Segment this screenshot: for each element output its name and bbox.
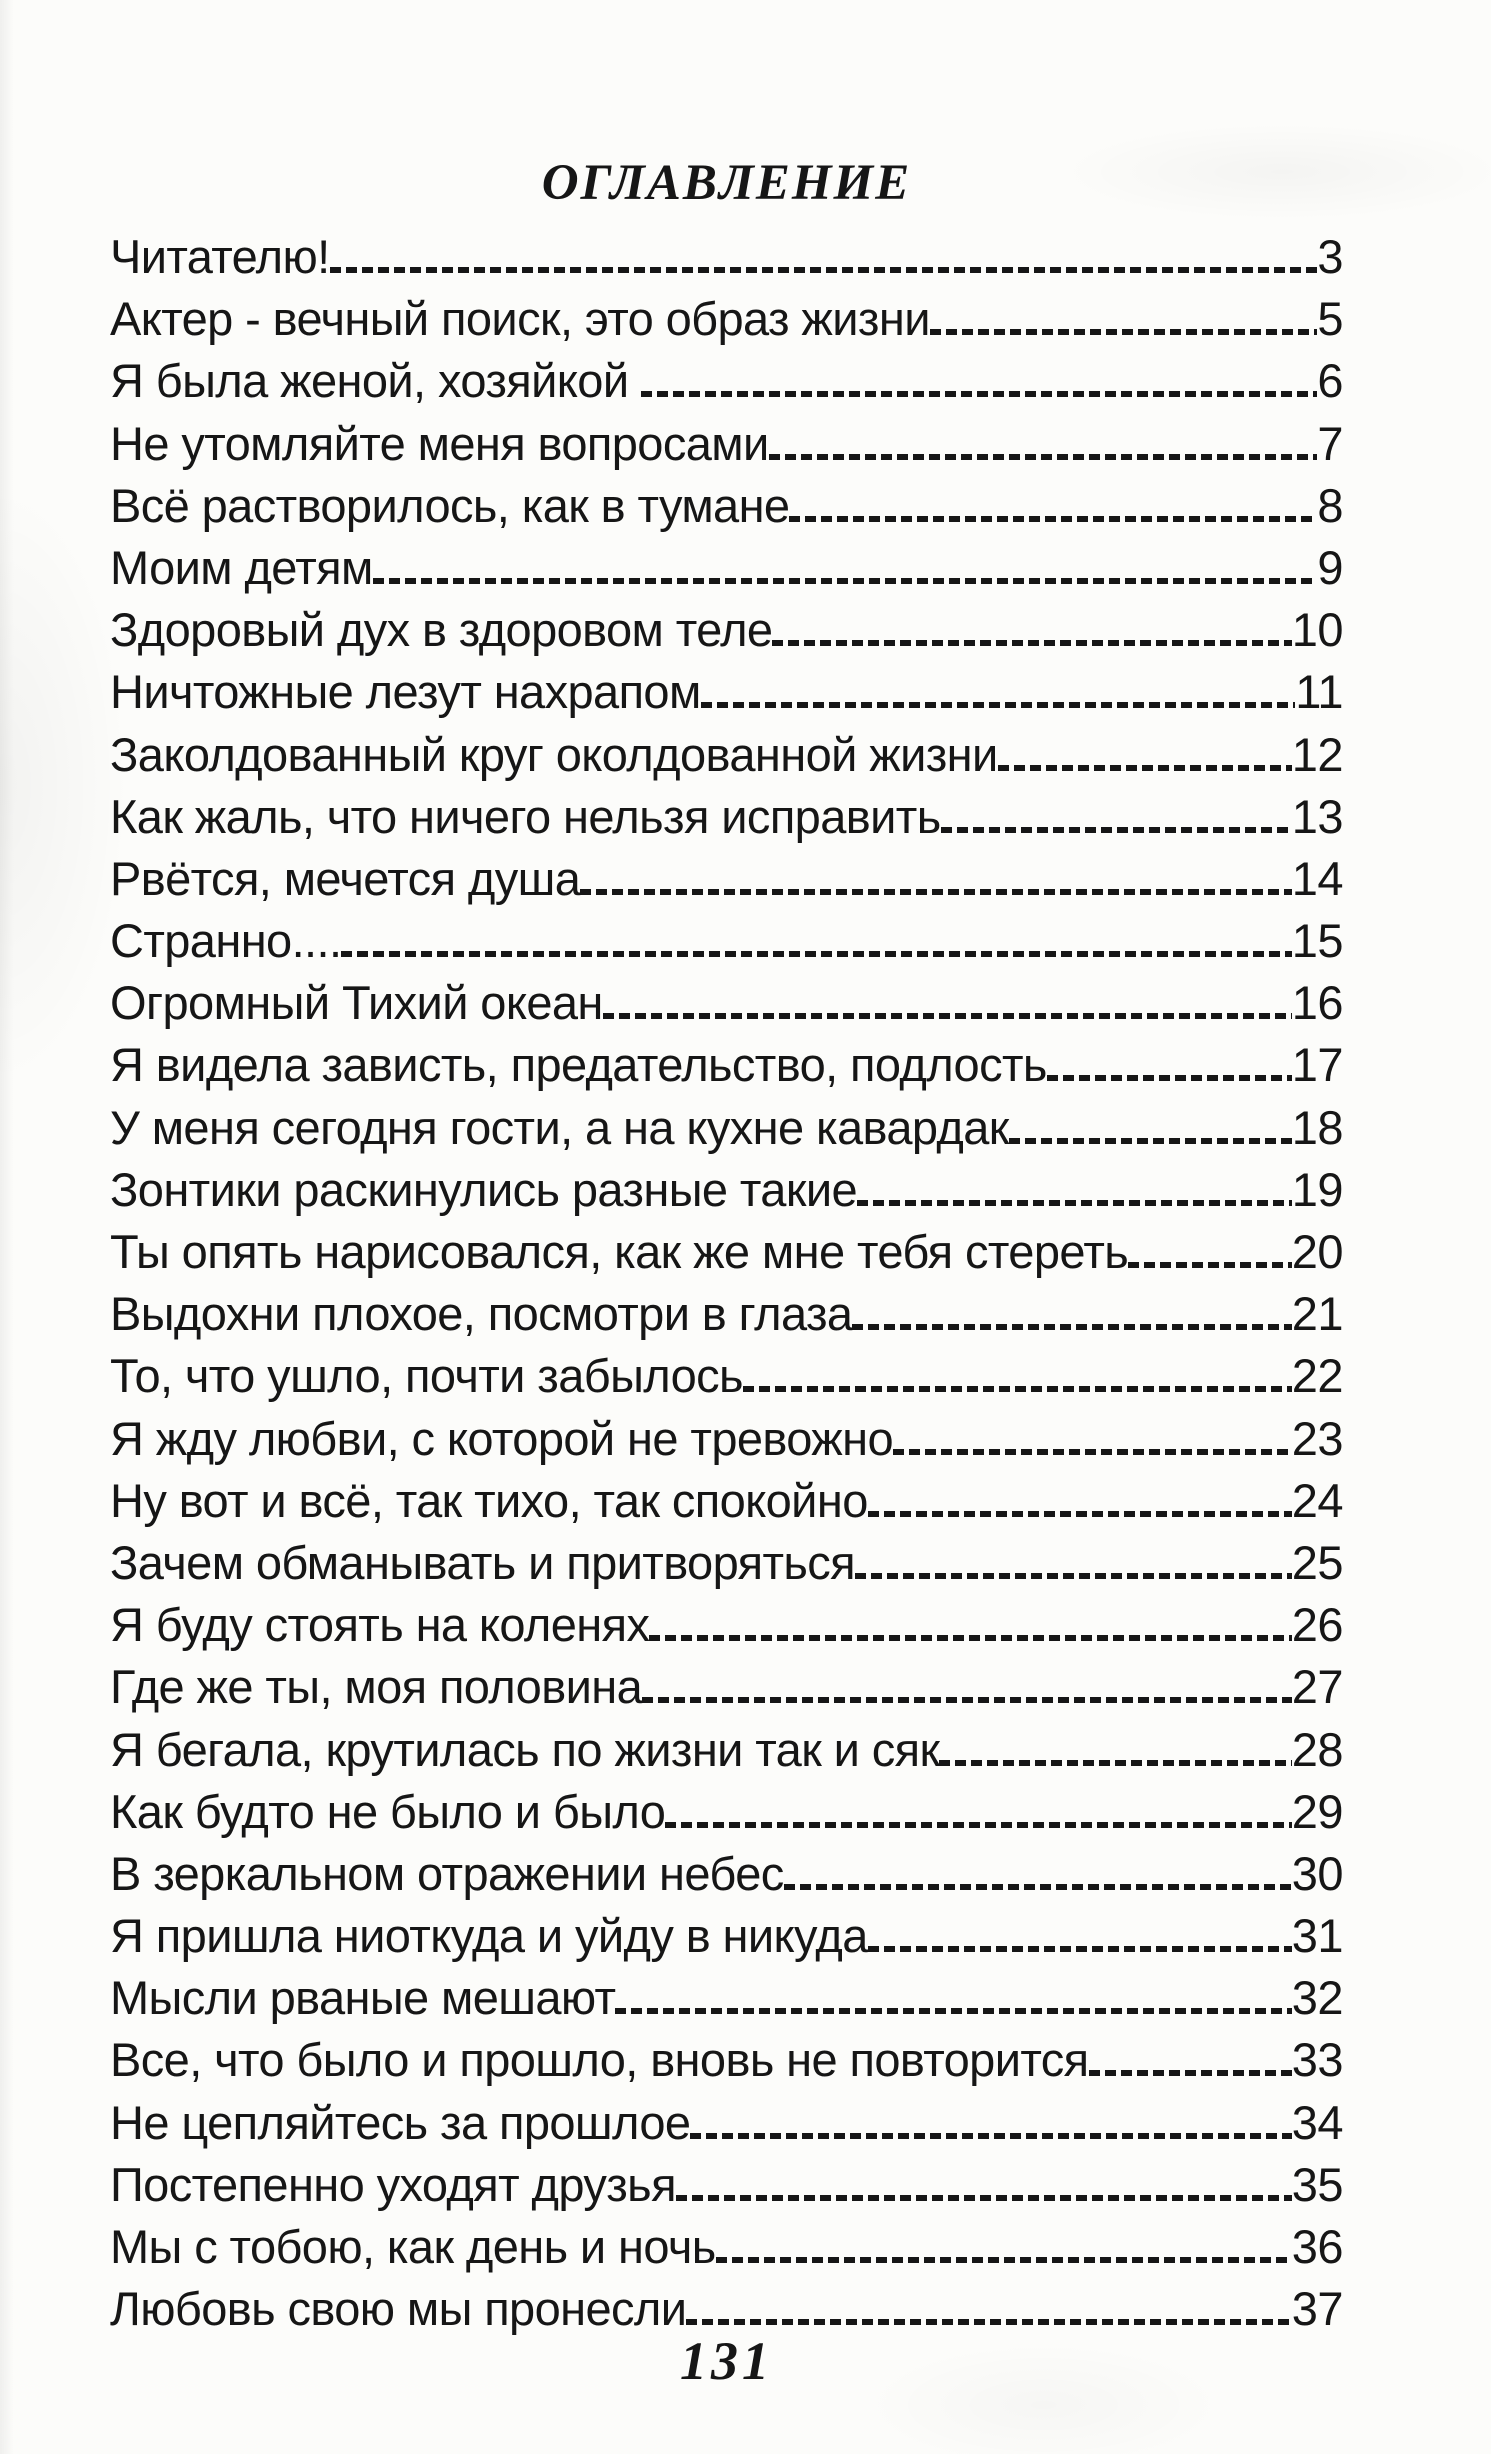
toc-entry-page: 13 xyxy=(1291,789,1343,843)
toc-leader-dashes xyxy=(1009,1138,1292,1144)
toc-entry-page: 31 xyxy=(1291,1909,1343,1963)
toc-entry-title: Мы с тобою, как день и ночь xyxy=(110,2220,716,2273)
toc-leader-dashes xyxy=(868,1511,1292,1517)
toc-entry-title: Зонтики раскинулись разные такие xyxy=(110,1162,858,1216)
toc-entry-title: Я жду любви, с которой не тревожно xyxy=(110,1411,893,1465)
toc-entry-title: Ну вот и всё, так тихо, так спокойно xyxy=(110,1473,868,1527)
toc-leader-dashes xyxy=(930,329,1317,335)
toc-row xyxy=(110,475,1343,537)
toc-leader-dashes xyxy=(855,1573,1292,1579)
toc-row xyxy=(110,1594,1343,1656)
toc-row xyxy=(110,599,1343,661)
toc-leader-dashes xyxy=(330,267,1318,273)
toc-entry-title: Я буду стоять на коленях xyxy=(110,1598,650,1652)
toc-entry-title: Любовь свою мы пронесли xyxy=(110,2282,687,2336)
toc-entry-title: Я была женой, хозяйкой xyxy=(110,354,641,408)
toc-entry-title: Не цепляйтесь за прошлое xyxy=(110,2095,691,2149)
toc-entry-page: 15 xyxy=(1291,914,1343,968)
toc-entry-title: Здоровый дух в здоровом теле xyxy=(110,603,773,657)
toc-row xyxy=(110,1843,1343,1905)
toc-row xyxy=(110,1097,1343,1159)
toc-entry-title: Как будто не было и было xyxy=(110,1784,666,1838)
toc-entry-page: 22 xyxy=(1291,1349,1343,1403)
toc-entry-title: Рвётся, мечется душа xyxy=(110,851,581,905)
toc-entry-page: 10 xyxy=(1291,603,1343,657)
toc-entry-page: 11 xyxy=(1295,665,1343,719)
toc-row xyxy=(110,1159,1343,1221)
toc-leader-dashes xyxy=(941,827,1292,833)
toc-entry-page: 33 xyxy=(1291,2033,1343,2087)
toc-entry-page: 14 xyxy=(1291,851,1343,905)
toc-row xyxy=(110,226,1343,288)
toc-entry-page: 27 xyxy=(1291,1660,1343,1714)
toc-leader-dashes xyxy=(373,578,1318,584)
toc-entry-page: 9 xyxy=(1317,540,1343,594)
toc-row xyxy=(110,786,1343,848)
toc-leader-dashes xyxy=(580,889,1291,895)
toc-entry-title: У меня сегодня гости, а на кухне кавардак xyxy=(110,1100,1009,1154)
toc-leader-dashes xyxy=(642,1697,1292,1703)
toc-entry-page: 28 xyxy=(1291,1722,1343,1776)
toc-entry-title: Всё растворилось, как в тумане xyxy=(110,478,790,532)
toc-entry-page: 12 xyxy=(1291,727,1343,781)
page-number: 131 xyxy=(680,2331,773,2391)
toc-entry-page: 34 xyxy=(1291,2095,1343,2149)
toc-row xyxy=(110,1781,1343,1843)
toc-leader-dashes xyxy=(784,1884,1292,1890)
toc-entry-page: 18 xyxy=(1291,1100,1343,1154)
page-title: ОГЛАВЛЕНИЕ xyxy=(541,155,912,211)
toc-row xyxy=(110,724,1343,786)
toc-row xyxy=(110,910,1343,972)
toc-leader-dashes xyxy=(1047,1075,1292,1081)
toc-row xyxy=(110,1283,1343,1345)
toc-row xyxy=(110,2092,1343,2154)
toc-leader-dashes xyxy=(641,391,1317,397)
toc-entry-title: Странно.... xyxy=(110,914,342,968)
toc-leader-dashes xyxy=(341,951,1291,957)
toc-entry-title: Я бегала, крутилась по жизни так и сяк xyxy=(110,1722,940,1776)
toc-leader-dashes xyxy=(769,454,1318,460)
toc-entry-title: Актер - вечный поиск, это образ жизни xyxy=(110,292,930,346)
toc-leader-dashes xyxy=(701,702,1296,708)
toc-entry-title: Выдохни плохое, посмотри в глаза xyxy=(110,1287,853,1341)
toc-entry-title: Зачем обманывать и притворяться xyxy=(110,1535,856,1589)
toc-leader-dashes xyxy=(743,1386,1292,1392)
toc-row xyxy=(110,1656,1343,1718)
toc-entry-page: 30 xyxy=(1291,1846,1343,1900)
toc-entry-title: Ты опять нарисовался, как же мне тебя стереть xyxy=(110,1225,1129,1278)
toc-leader-dashes xyxy=(939,1760,1291,1766)
toc-row xyxy=(110,350,1343,412)
toc-entry-title: Я пришла ниоткуда и уйду в никуда xyxy=(110,1909,868,1963)
toc-row xyxy=(110,848,1343,910)
toc-entry-page: 7 xyxy=(1317,416,1343,470)
toc-entry-page: 35 xyxy=(1291,2157,1343,2211)
toc-entry-title: Не утомляйте меня вопросами xyxy=(110,416,769,470)
toc-row xyxy=(110,2029,1343,2091)
toc-row xyxy=(110,1408,1343,1470)
toc-entry-page: 21 xyxy=(1291,1287,1343,1341)
toc-entry-title: Как жаль, что ничего нельзя исправить xyxy=(110,789,941,843)
toc-row xyxy=(110,1967,1343,2029)
toc-row xyxy=(110,1221,1343,1283)
toc-row xyxy=(110,1532,1343,1594)
toc-row xyxy=(110,2216,1343,2278)
toc-row xyxy=(110,1719,1343,1781)
toc-leader-dashes xyxy=(1128,1262,1292,1268)
toc-entry-page: 24 xyxy=(1291,1473,1343,1527)
toc-entry-page: 23 xyxy=(1291,1411,1343,1465)
toc-entry-title: Ничтожные лезут нахрапом xyxy=(110,665,701,719)
toc-row xyxy=(110,537,1343,599)
toc-row xyxy=(110,1470,1343,1532)
toc-entry-title: Огромный Тихий океан xyxy=(110,976,603,1030)
toc-leader-dashes xyxy=(893,1449,1292,1455)
toc-leader-dashes xyxy=(676,2195,1292,2201)
toc-leader-dashes xyxy=(649,1635,1291,1641)
toc-leader-dashes xyxy=(772,640,1291,646)
toc-entry-page: 16 xyxy=(1291,976,1343,1030)
toc-leader-dashes xyxy=(789,516,1317,522)
toc-entry-page: 17 xyxy=(1291,1038,1343,1092)
toc-entry-title: Читателю! xyxy=(110,230,330,283)
toc-row xyxy=(110,1345,1343,1407)
toc-leader-dashes xyxy=(852,1324,1291,1330)
toc-entry-page: 25 xyxy=(1291,1535,1343,1589)
toc-entry-page: 5 xyxy=(1317,292,1343,346)
toc-row xyxy=(110,2154,1343,2216)
toc-entry-title: Я видела зависть, предательство, подлость xyxy=(110,1038,1047,1092)
toc-list xyxy=(110,226,1343,2340)
toc-entry-page: 6 xyxy=(1317,354,1343,408)
toc-entry-page: 26 xyxy=(1291,1598,1343,1652)
toc-entry-page: 36 xyxy=(1291,2220,1343,2273)
toc-entry-title: В зеркальном отражении небес xyxy=(110,1846,784,1900)
toc-leader-dashes xyxy=(998,765,1292,771)
toc-row xyxy=(110,1034,1343,1096)
toc-entry-page: 29 xyxy=(1291,1784,1343,1838)
toc-entry-page: 19 xyxy=(1291,1162,1343,1216)
toc-row xyxy=(110,972,1343,1034)
toc-row xyxy=(110,413,1343,475)
toc-leader-dashes xyxy=(716,2257,1292,2263)
toc-leader-dashes xyxy=(665,1822,1291,1828)
toc-row xyxy=(110,288,1343,350)
toc-entry-title: Моим детям xyxy=(110,540,373,594)
toc-row xyxy=(110,661,1343,723)
toc-entry-title: То, что ушло, почти забылось xyxy=(110,1349,743,1403)
toc-entry-title: Все, что было и прошло, вновь не повторится xyxy=(110,2033,1089,2087)
toc-entry-title: Постепенно уходят друзья xyxy=(110,2157,676,2211)
toc-entry-page: 8 xyxy=(1317,478,1343,532)
toc-entry-page: 32 xyxy=(1291,1971,1343,2025)
toc-leader-dashes xyxy=(690,2133,1291,2139)
toc-row xyxy=(110,1905,1343,1967)
toc-leader-dashes xyxy=(857,1200,1292,1206)
toc-entry-page: 20 xyxy=(1291,1225,1343,1278)
toc-entry-title: Заколдованный круг околдованной жизни xyxy=(110,727,998,781)
toc-leader-dashes xyxy=(686,2319,1291,2325)
toc-entry-title: Где же ты, моя половина xyxy=(110,1660,643,1714)
toc-entry-title: Мысли рваные мешают xyxy=(110,1971,616,2025)
toc-entry-page: 3 xyxy=(1317,230,1343,283)
toc-entry-page: 37 xyxy=(1291,2282,1343,2336)
toc-leader-dashes xyxy=(1089,2070,1292,2076)
toc-leader-dashes xyxy=(615,2008,1291,2014)
toc-leader-dashes xyxy=(603,1013,1292,1019)
toc-leader-dashes xyxy=(868,1946,1292,1952)
